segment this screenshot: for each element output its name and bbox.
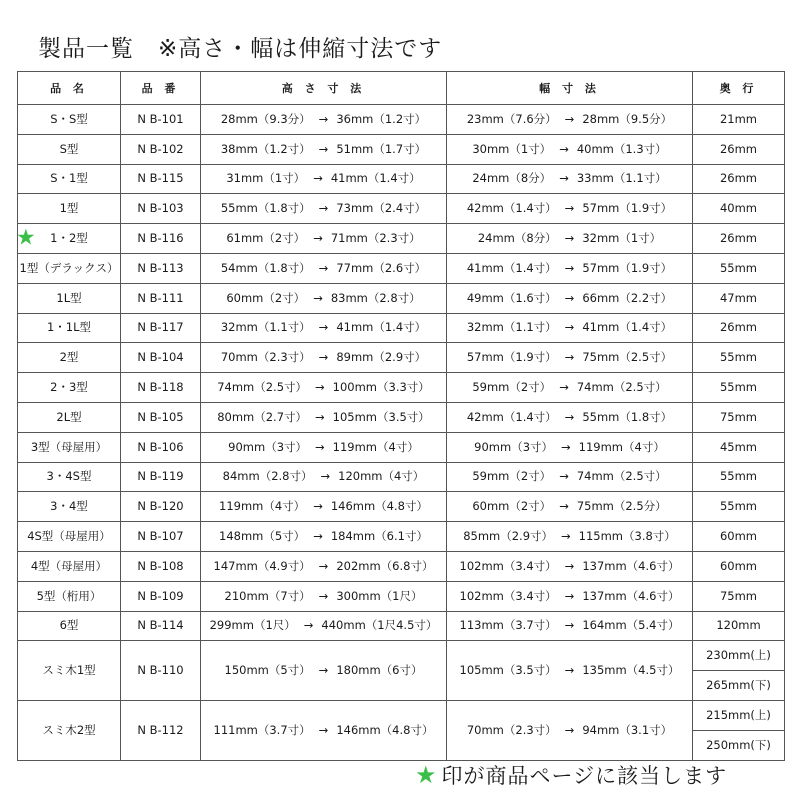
width-range: [447, 313, 693, 343]
width-range-from: 24mm（8分）: [477, 231, 557, 246]
height-range-to: 202mm（6.8寸）: [336, 558, 434, 573]
product-code: N B-106: [121, 432, 201, 462]
width-range: [447, 581, 693, 611]
width-range-to: 137mm（4.6寸）: [582, 558, 680, 573]
arrow-icon: →: [564, 111, 575, 126]
depth-value: 26mm: [693, 224, 785, 254]
depth-value: 55mm: [693, 343, 785, 373]
product-name-cell: [18, 641, 121, 701]
width-range-to: 66mm（2.2寸）: [582, 290, 673, 305]
height-range-to: 146mm（4.8寸）: [330, 499, 428, 514]
product-name: 3・4型: [50, 499, 88, 514]
height-range-from: 210mm（7寸）: [224, 588, 311, 603]
table-row: [18, 283, 785, 313]
product-code: N B-110: [121, 641, 201, 701]
height-range-to: 73mm（2.4寸）: [336, 201, 427, 216]
product-code: N B-117: [121, 313, 201, 343]
arrow-icon: →: [564, 290, 575, 305]
page-title: 製品一覧 ※高さ・幅は伸縮寸法です: [38, 36, 443, 62]
width-range-to: 41mm（1.4寸）: [582, 320, 673, 335]
width-range: [447, 194, 693, 224]
height-range-from: 55mm（1.8寸）: [220, 201, 311, 216]
depth-value: 47mm: [693, 283, 785, 313]
width-range-to: 94mm（3.1寸）: [582, 723, 673, 738]
width-range-from: 59mm（2寸）: [472, 380, 552, 395]
height-range: [201, 164, 447, 194]
width-range: [447, 253, 693, 283]
depth-value: 21mm: [693, 105, 785, 135]
height-range-to: 105mm（3.5寸）: [332, 409, 430, 424]
table-row: [18, 105, 785, 135]
product-name: スミ木2型: [42, 723, 96, 738]
height-range-from: 148mm（5寸）: [219, 529, 306, 544]
height-range-from: 28mm（9.3分）: [220, 111, 311, 126]
height-range-from: 54mm（1.8寸）: [220, 260, 311, 275]
product-name-cell: [18, 105, 121, 135]
product-name: 2・3型: [50, 380, 88, 395]
width-range-to: 40mm（1.3寸）: [576, 141, 667, 156]
footer-text: 印が商品ページに該当します: [441, 764, 728, 788]
height-range: [201, 343, 447, 373]
width-range-from: 23mm（7.6分）: [466, 111, 557, 126]
height-range-from: 84mm（2.8寸）: [222, 469, 313, 484]
arrow-icon: →: [564, 320, 575, 335]
width-range-to: 75mm（2.5寸）: [582, 350, 673, 365]
arrow-icon: →: [318, 320, 329, 335]
height-range-to: 119mm（4寸）: [332, 439, 419, 454]
table-row: [18, 164, 785, 194]
arrow-icon: →: [315, 380, 325, 395]
product-code: N B-101: [121, 105, 201, 135]
height-range-to: 41mm（1.4寸）: [336, 320, 427, 335]
arrow-icon: →: [561, 529, 571, 544]
product-code: N B-120: [121, 492, 201, 522]
product-name: 6型: [59, 618, 79, 633]
width-range: [447, 432, 693, 462]
height-range-from: 61mm（2寸）: [226, 231, 306, 246]
height-range-to: 120mm（4寸）: [338, 469, 425, 484]
width-range: [447, 492, 693, 522]
product-name-cell: [18, 194, 121, 224]
width-range-from: 41mm（1.4寸）: [466, 260, 557, 275]
product-name-cell: [18, 492, 121, 522]
product-name-cell: [18, 462, 121, 492]
height-range-to: 71mm（2.3寸）: [330, 231, 421, 246]
depth-bottom-value: 265mm(下): [693, 671, 785, 701]
width-range-from: 49mm（1.6寸）: [466, 290, 557, 305]
product-name-cell: [18, 134, 121, 164]
width-range-from: 57mm（1.9寸）: [466, 350, 557, 365]
height-range: [201, 224, 447, 254]
arrow-icon: →: [564, 350, 575, 365]
arrow-icon: →: [318, 141, 329, 156]
depth-value: 26mm: [693, 164, 785, 194]
product-name: 1L型: [56, 290, 82, 305]
height-range: [201, 522, 447, 552]
product-name: S型: [59, 141, 79, 156]
width-range: [447, 134, 693, 164]
arrow-icon: →: [559, 380, 569, 395]
height-range: [201, 581, 447, 611]
height-range-from: 299mm（1尺）: [209, 618, 296, 633]
width-range: [447, 164, 693, 194]
arrow-icon: →: [318, 588, 329, 603]
depth-value: 60mm: [693, 522, 785, 552]
product-name: 3・4S型: [46, 469, 92, 484]
product-code: N B-112: [121, 701, 201, 761]
width-range-to: 74mm（2.5寸）: [576, 380, 667, 395]
table-header-row: [18, 72, 785, 105]
product-name: 3型（母屋用）: [30, 439, 108, 454]
height-range: [201, 134, 447, 164]
header-height: 高 さ 寸 法: [201, 72, 447, 105]
arrow-icon: →: [320, 469, 331, 484]
height-range: [201, 611, 447, 641]
product-name: 1型（デラックス）: [19, 260, 119, 275]
product-code: N B-119: [121, 462, 201, 492]
height-range-from: 31mm（1寸）: [226, 171, 306, 186]
height-range-from: 70mm（2.3寸）: [220, 350, 311, 365]
depth-value: 60mm: [693, 551, 785, 581]
height-range: [201, 313, 447, 343]
product-name: 2型: [59, 350, 79, 365]
depth-value: 55mm: [693, 253, 785, 283]
arrow-icon: →: [564, 409, 575, 424]
header-width: 幅 寸 法: [447, 72, 693, 105]
arrow-icon: →: [313, 529, 323, 544]
product-name-cell: [18, 253, 121, 283]
width-range-from: 70mm（2.3寸）: [466, 723, 557, 738]
height-range: [201, 701, 447, 761]
table-row: [18, 492, 785, 522]
arrow-icon: →: [315, 439, 325, 454]
table-row: [18, 641, 785, 671]
table-row: [18, 402, 785, 432]
arrow-icon: →: [564, 201, 575, 216]
arrow-icon: →: [318, 260, 329, 275]
width-range: [447, 551, 693, 581]
height-range-from: 74mm（2.5寸）: [217, 380, 308, 395]
depth-value: 75mm: [693, 581, 785, 611]
arrow-icon: →: [559, 141, 569, 156]
product-code: N B-113: [121, 253, 201, 283]
product-name-cell: [18, 581, 121, 611]
arrow-icon: →: [313, 290, 323, 305]
table-row: [18, 462, 785, 492]
height-range-from: 32mm（1.1寸）: [220, 320, 311, 335]
footer-note: [415, 760, 727, 790]
product-name-cell: [18, 283, 121, 313]
product-name: S・S型: [50, 111, 88, 126]
product-name-cell: [18, 432, 121, 462]
depth-bottom-value: 250mm(下): [693, 731, 785, 761]
product-name: 1・2型: [50, 231, 88, 246]
width-range-to: 33mm（1.1寸）: [576, 171, 667, 186]
product-code: N B-111: [121, 283, 201, 313]
product-code: N B-118: [121, 373, 201, 403]
arrow-icon: →: [564, 558, 575, 573]
arrow-icon: →: [315, 409, 325, 424]
depth-value: 55mm: [693, 492, 785, 522]
table-row: [18, 373, 785, 403]
header-code: 品 番: [121, 72, 201, 105]
height-range-to: 51mm（1.7寸）: [336, 141, 427, 156]
height-range-from: 38mm（1.2寸）: [220, 141, 311, 156]
height-range: [201, 283, 447, 313]
depth-value: 45mm: [693, 432, 785, 462]
product-code: N B-116: [121, 224, 201, 254]
height-range-to: 100mm（3.3寸）: [332, 380, 430, 395]
height-range-from: 60mm（2寸）: [226, 290, 306, 305]
height-range: [201, 253, 447, 283]
arrow-icon: →: [559, 499, 569, 514]
height-range-to: 36mm（1.2寸）: [336, 111, 427, 126]
width-range: [447, 462, 693, 492]
product-name: スミ木1型: [42, 663, 96, 678]
height-range: [201, 492, 447, 522]
arrow-icon: →: [561, 439, 571, 454]
arrow-icon: →: [318, 201, 329, 216]
height-range: [201, 402, 447, 432]
product-name-cell: [18, 313, 121, 343]
width-range-from: 105mm（3.5寸）: [459, 663, 557, 678]
product-code: N B-102: [121, 134, 201, 164]
width-range-to: 137mm（4.6寸）: [582, 588, 680, 603]
height-range: [201, 641, 447, 701]
width-range: [447, 343, 693, 373]
width-range-from: 90mm（3寸）: [474, 439, 554, 454]
width-range-to: 55mm（1.8寸）: [582, 409, 673, 424]
product-name: S・1型: [50, 171, 88, 186]
table-row: [18, 432, 785, 462]
width-range-from: 113mm（3.7寸）: [459, 618, 557, 633]
width-range: [447, 373, 693, 403]
height-range: [201, 551, 447, 581]
arrow-icon: →: [318, 350, 329, 365]
arrow-icon: →: [564, 231, 575, 246]
table-row: [18, 343, 785, 373]
product-name-cell: [18, 224, 121, 254]
product-code: N B-104: [121, 343, 201, 373]
height-range: [201, 432, 447, 462]
table-row: [18, 581, 785, 611]
product-name: 4型（母屋用）: [30, 558, 108, 573]
depth-value: 55mm: [693, 462, 785, 492]
width-range-from: 60mm（2寸）: [472, 499, 552, 514]
height-range-to: 440mm（1尺4.5寸）: [321, 618, 438, 633]
arrow-icon: →: [318, 663, 329, 678]
width-range-from: 42mm（1.4寸）: [466, 409, 557, 424]
arrow-icon: →: [313, 231, 323, 246]
width-range: [447, 402, 693, 432]
table-row: [18, 224, 785, 254]
product-code: N B-108: [121, 551, 201, 581]
product-code: N B-109: [121, 581, 201, 611]
product-name: 1型: [59, 201, 79, 216]
height-range: [201, 462, 447, 492]
height-range: [201, 105, 447, 135]
table-row: [18, 701, 785, 731]
table-row: [18, 551, 785, 581]
width-range-from: 32mm（1.1寸）: [466, 320, 557, 335]
width-range-to: 57mm（1.9寸）: [582, 260, 673, 275]
height-range-to: 41mm（1.4寸）: [330, 171, 421, 186]
height-range-from: 90mm（3寸）: [228, 439, 308, 454]
product-code: N B-105: [121, 402, 201, 432]
product-name: 5型（桁用）: [36, 588, 102, 603]
arrow-icon: →: [313, 499, 323, 514]
table-row: [18, 522, 785, 552]
product-name-cell: [18, 164, 121, 194]
product-code: N B-114: [121, 611, 201, 641]
width-range-from: 102mm（3.4寸）: [459, 558, 557, 573]
star-icon: ★: [16, 225, 36, 251]
width-range-from: 24mm（8分）: [472, 171, 552, 186]
product-code: N B-103: [121, 194, 201, 224]
table-row: [18, 253, 785, 283]
product-name-cell: [18, 611, 121, 641]
product-name: 4S型（母屋用）: [27, 529, 111, 544]
table-body: [18, 105, 785, 761]
arrow-icon: →: [318, 111, 329, 126]
arrow-icon: →: [313, 171, 323, 186]
width-range-to: 74mm（2.5寸）: [576, 469, 667, 484]
depth-top-value: 230mm(上): [693, 641, 785, 671]
depth-value: 120mm: [693, 611, 785, 641]
depth-value: 26mm: [693, 313, 785, 343]
product-table: [17, 71, 785, 761]
height-range-to: 83mm（2.8寸）: [330, 290, 421, 305]
arrow-icon: →: [564, 618, 575, 633]
product-code: N B-115: [121, 164, 201, 194]
table-row: [18, 134, 785, 164]
height-range-from: 111mm（3.7寸）: [213, 723, 311, 738]
product-name: 2L型: [56, 409, 82, 424]
height-range: [201, 373, 447, 403]
width-range-to: 75mm（2.5分）: [576, 499, 667, 514]
width-range-to: 57mm（1.9寸）: [582, 201, 673, 216]
width-range-to: 164mm（5.4寸）: [582, 618, 680, 633]
width-range-from: 59mm（2寸）: [472, 469, 552, 484]
arrow-icon: →: [564, 663, 575, 678]
product-name-cell: [18, 551, 121, 581]
height-range-to: 146mm（4.8寸）: [336, 723, 434, 738]
depth-value: 75mm: [693, 402, 785, 432]
depth-value: 40mm: [693, 194, 785, 224]
width-range: [447, 283, 693, 313]
arrow-icon: →: [303, 618, 314, 633]
product-name-cell: [18, 373, 121, 403]
product-name-cell: [18, 343, 121, 373]
arrow-icon: →: [564, 588, 575, 603]
table-row: [18, 313, 785, 343]
product-name-cell: [18, 701, 121, 761]
height-range-to: 89mm（2.9寸）: [336, 350, 427, 365]
arrow-icon: →: [559, 469, 569, 484]
product-name: 1・1L型: [46, 320, 92, 335]
width-range: [447, 224, 693, 254]
width-range-from: 102mm（3.4寸）: [459, 588, 557, 603]
width-range: [447, 105, 693, 135]
product-name-cell: [18, 402, 121, 432]
depth-top-value: 215mm(上): [693, 701, 785, 731]
width-range-from: 30mm（1寸）: [472, 141, 552, 156]
width-range-to: 32mm（1寸）: [582, 231, 662, 246]
star-icon: ★: [415, 761, 438, 789]
height-range-to: 180mm（6寸）: [336, 663, 423, 678]
height-range-from: 147mm（4.9寸）: [213, 558, 311, 573]
width-range-to: 115mm（3.8寸）: [578, 529, 676, 544]
width-range-from: 85mm（2.9寸）: [463, 529, 554, 544]
header-depth: 奥 行: [693, 72, 785, 105]
table-row: [18, 611, 785, 641]
width-range: [447, 522, 693, 552]
arrow-icon: →: [564, 723, 575, 738]
depth-value: 26mm: [693, 134, 785, 164]
height-range-to: 300mm（1尺）: [336, 588, 423, 603]
height-range-from: 80mm（2.7寸）: [217, 409, 308, 424]
arrow-icon: →: [559, 171, 569, 186]
width-range-to: 119mm（4寸）: [578, 439, 665, 454]
table-row: [18, 194, 785, 224]
height-range-to: 77mm（2.6寸）: [336, 260, 427, 275]
width-range: [447, 701, 693, 761]
width-range-to: 135mm（4.5寸）: [582, 663, 680, 678]
arrow-icon: →: [564, 260, 575, 275]
width-range-to: 28mm（9.5分）: [582, 111, 673, 126]
arrow-icon: →: [318, 558, 329, 573]
height-range-from: 119mm（4寸）: [219, 499, 306, 514]
height-range-from: 150mm（5寸）: [224, 663, 311, 678]
width-range-from: 42mm（1.4寸）: [466, 201, 557, 216]
width-range: [447, 641, 693, 701]
arrow-icon: →: [318, 723, 329, 738]
height-range: [201, 194, 447, 224]
product-name-cell: [18, 522, 121, 552]
height-range-to: 184mm（6.1寸）: [330, 529, 428, 544]
header-name: 品 名: [18, 72, 121, 105]
product-code: N B-107: [121, 522, 201, 552]
width-range: [447, 611, 693, 641]
depth-value: 55mm: [693, 373, 785, 403]
